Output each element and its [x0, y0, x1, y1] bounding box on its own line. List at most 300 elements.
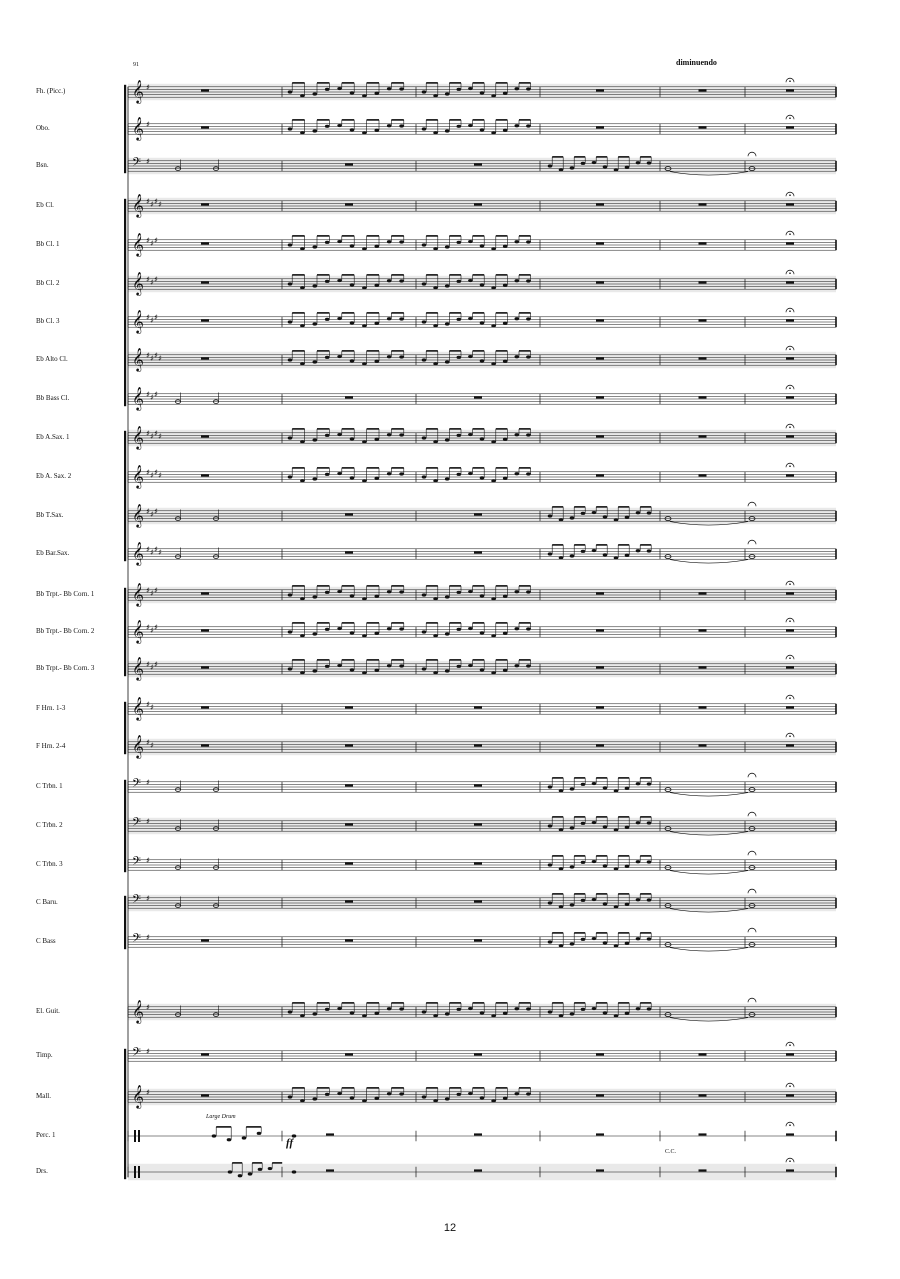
note-icon [313, 322, 318, 325]
note-icon [559, 905, 564, 908]
note-icon [362, 597, 367, 600]
instrument-label: Eb A. Sax. 2 [36, 472, 72, 480]
staff-18 [128, 733, 836, 759]
note-icon [362, 324, 367, 327]
note-icon [422, 1010, 427, 1013]
note-icon [515, 590, 520, 593]
note-icon [581, 861, 586, 864]
whole-rest-icon [474, 744, 482, 746]
note-icon [325, 241, 330, 244]
sharp-icon: ♯ [154, 275, 158, 284]
whole-rest-icon [786, 357, 794, 359]
note-icon [636, 549, 641, 552]
whole-rest-icon [474, 900, 482, 902]
whole-rest-icon [201, 89, 209, 91]
note-icon [227, 1138, 232, 1141]
note-icon [636, 860, 641, 863]
note-icon [526, 433, 531, 436]
staff-28 [128, 1158, 836, 1180]
note-icon [350, 668, 355, 671]
fermata-icon [748, 928, 756, 932]
whole-rest-icon [786, 592, 794, 594]
note-icon [457, 1008, 462, 1011]
note-icon [548, 785, 553, 788]
whole-rest-icon [699, 319, 707, 321]
note-icon [337, 124, 342, 127]
note-icon [313, 595, 318, 598]
whole-rest-icon [474, 513, 482, 515]
note-icon [337, 355, 342, 358]
note-icon [422, 320, 427, 323]
note-icon [526, 317, 531, 320]
note-icon [457, 665, 462, 668]
note-icon [503, 1012, 508, 1015]
note-icon [375, 129, 380, 132]
note-icon [433, 324, 438, 327]
sharp-icon: ♯ [150, 316, 154, 325]
note-icon [491, 597, 496, 600]
note-icon [375, 284, 380, 287]
whole-rest-icon [201, 474, 209, 476]
whole-rest-icon [699, 706, 707, 708]
note-icon [288, 667, 293, 670]
note-icon [592, 937, 597, 940]
note-icon [433, 440, 438, 443]
note-icon [399, 317, 404, 320]
note-icon [457, 125, 462, 128]
note-icon [375, 1097, 380, 1100]
note-icon [288, 90, 293, 93]
whole-rest-icon [474, 1053, 482, 1055]
whole-rest-icon [786, 281, 794, 283]
note-icon [468, 1092, 473, 1095]
instrument-label: C Baru. [36, 898, 58, 906]
note-icon [288, 436, 293, 439]
fermata-icon [748, 502, 756, 506]
note-icon [603, 786, 608, 789]
clef-icon: 𝄢 [132, 855, 142, 871]
note-icon [399, 355, 404, 358]
whole-rest-icon [345, 163, 353, 165]
note-icon [491, 286, 496, 289]
staff-2 [128, 115, 836, 141]
sharp-icon: ♯ [146, 545, 150, 554]
note-icon [248, 1172, 253, 1175]
instrument-label: Bb Cl. 1 [36, 240, 60, 248]
note-icon [468, 355, 473, 358]
note-icon [491, 362, 496, 365]
staff-27 [128, 1122, 836, 1142]
note-icon [422, 630, 427, 633]
note-icon [548, 1010, 553, 1013]
staff-14 [128, 581, 836, 607]
whole-rest-icon [699, 1094, 707, 1096]
sharp-icon: ♯ [146, 1047, 150, 1056]
note-icon [603, 515, 608, 518]
sharp-icon: ♯ [154, 507, 158, 516]
note-icon [647, 511, 652, 514]
note-icon [375, 322, 380, 325]
note-icon [503, 595, 508, 598]
staff-3 [128, 152, 836, 175]
instrument-label: Bb Trpt.- Bb Corn. 1 [36, 590, 95, 598]
whole-rest-icon [699, 357, 707, 359]
note-icon [603, 825, 608, 828]
whole-rest-icon [699, 126, 707, 128]
note-icon [325, 280, 330, 283]
whole-rest-icon [201, 435, 209, 437]
note-icon [515, 317, 520, 320]
clef-icon: 𝄞 [132, 656, 144, 680]
clef-icon: 𝄞 [132, 999, 144, 1023]
note-icon [491, 479, 496, 482]
note-icon [581, 550, 586, 553]
note-icon [350, 91, 355, 94]
instrument-label: Eb Alto Cl. [36, 355, 68, 363]
note-icon [362, 1099, 367, 1102]
note-icon [468, 433, 473, 436]
sharp-icon: ♯ [154, 468, 158, 477]
note-icon [288, 358, 293, 361]
note-icon [468, 279, 473, 282]
clef-icon: 𝄢 [132, 156, 142, 172]
whole-rest-icon [786, 706, 794, 708]
note-icon [570, 942, 575, 945]
note-icon [300, 671, 305, 674]
note-icon [647, 161, 652, 164]
whole-rest-icon [699, 396, 707, 398]
whole-rest-icon [474, 862, 482, 864]
note-icon [636, 898, 641, 901]
whole-rest-icon [596, 629, 604, 631]
whole-rest-icon [326, 1133, 334, 1135]
note-icon [337, 279, 342, 282]
sharp-icon: ♯ [150, 510, 154, 519]
note-icon [526, 355, 531, 358]
note-icon [526, 279, 531, 282]
note-icon [526, 240, 531, 243]
sharp-icon: ♯ [146, 738, 150, 747]
note-icon [515, 87, 520, 90]
staff-12 [128, 502, 836, 528]
note-icon [313, 1097, 318, 1100]
sharp-icon: ♯ [158, 548, 162, 557]
note-icon [526, 124, 531, 127]
note-icon [592, 821, 597, 824]
whole-rest-icon [786, 1133, 794, 1135]
whole-rest-icon [786, 1053, 794, 1055]
note-icon [350, 631, 355, 634]
whole-rest-icon [201, 706, 209, 708]
note-icon [399, 590, 404, 593]
note-icon [592, 1007, 597, 1010]
clef-icon: 𝄢 [132, 932, 142, 948]
fermata-icon [748, 812, 756, 816]
whole-rest-icon [201, 939, 209, 941]
note-icon [325, 125, 330, 128]
sharp-icon: ♯ [150, 432, 154, 441]
note-icon [422, 593, 427, 596]
note-icon [636, 782, 641, 785]
note-icon [362, 286, 367, 289]
whole-rest-icon [474, 823, 482, 825]
sharp-icon: ♯ [146, 157, 150, 166]
note-icon [300, 362, 305, 365]
whole-rest-icon [474, 784, 482, 786]
note-icon [445, 1012, 450, 1015]
note-icon [603, 553, 608, 556]
note-icon [480, 244, 485, 247]
whole-rest-icon [786, 242, 794, 244]
staff-7 [128, 308, 836, 334]
note-icon [503, 245, 508, 248]
note-icon [313, 438, 318, 441]
note-icon [375, 477, 380, 480]
clef-icon: 𝄞 [132, 503, 144, 527]
whole-rest-icon [699, 89, 707, 91]
note-icon [581, 822, 586, 825]
note-icon [614, 518, 619, 521]
note-icon [375, 92, 380, 95]
instrument-label: Fh. (Picc.) [36, 87, 66, 95]
note-icon [313, 92, 318, 95]
note-icon [300, 94, 305, 97]
sharp-icon: ♯ [150, 741, 154, 750]
note-icon [399, 433, 404, 436]
whole-rest-icon [596, 1133, 604, 1135]
note-icon [548, 863, 553, 866]
clef-icon: 𝄢 [132, 1046, 142, 1062]
note-icon [362, 479, 367, 482]
staff-26 [128, 1083, 836, 1109]
note-icon [288, 475, 293, 478]
note-icon [457, 1093, 462, 1096]
staff-11 [128, 463, 836, 489]
note-icon [647, 1007, 652, 1010]
note-icon [480, 283, 485, 286]
note-icon [515, 124, 520, 127]
note-icon [457, 356, 462, 359]
note-icon [614, 944, 619, 947]
note-icon [399, 664, 404, 667]
clef-icon: 𝄞 [132, 582, 144, 606]
note-icon [503, 92, 508, 95]
sharp-icon: ♯ [150, 278, 154, 287]
note-icon [375, 669, 380, 672]
whole-rest-icon [786, 744, 794, 746]
note-icon [433, 286, 438, 289]
whole-rest-icon [474, 551, 482, 553]
note-icon [647, 821, 652, 824]
staff-6 [128, 270, 836, 296]
note-icon [362, 1014, 367, 1017]
instrument-label: Timp. [36, 1051, 53, 1059]
note-icon [238, 1174, 243, 1177]
whole-rest-icon [596, 744, 604, 746]
whole-rest-icon [474, 163, 482, 165]
whole-rest-icon [596, 474, 604, 476]
note-icon [625, 166, 630, 169]
note-icon [325, 1008, 330, 1011]
note-icon [387, 1007, 392, 1010]
fermata-icon [748, 773, 756, 777]
note-icon [387, 590, 392, 593]
sharp-icon: ♯ [146, 933, 150, 942]
note-icon [337, 87, 342, 90]
large-drum-text: Large Drum [206, 1114, 236, 1120]
sharp-icon: ♯ [154, 545, 158, 554]
tie [670, 793, 748, 797]
sharp-icon: ♯ [150, 703, 154, 712]
note-icon [480, 321, 485, 324]
note-icon [480, 594, 485, 597]
whole-rest-icon [786, 89, 794, 91]
note-icon [350, 476, 355, 479]
whole-rest-icon [596, 396, 604, 398]
sharp-icon: ♯ [150, 626, 154, 635]
instrument-label: Bb Trpt.- Bb Corn. 3 [36, 664, 95, 672]
whole-rest-icon [699, 592, 707, 594]
sharp-icon: ♯ [150, 239, 154, 248]
note-icon [468, 87, 473, 90]
note-icon [300, 324, 305, 327]
note-icon [300, 1014, 305, 1017]
note-icon [503, 477, 508, 480]
note-icon [399, 1007, 404, 1010]
note-icon [350, 594, 355, 597]
note-icon [592, 860, 597, 863]
whole-rest-icon [786, 629, 794, 631]
note-icon [503, 322, 508, 325]
instrument-label: Mall. [36, 1092, 51, 1100]
group-bracket [124, 85, 126, 173]
note-icon [433, 362, 438, 365]
staff-17 [128, 695, 836, 721]
note-icon [445, 284, 450, 287]
sharp-icon: ♯ [154, 197, 158, 206]
whole-rest-icon [596, 706, 604, 708]
note-icon [399, 627, 404, 630]
note-icon [603, 864, 608, 867]
sharp-icon: ♯ [158, 200, 162, 209]
note-icon [433, 247, 438, 250]
note-icon [387, 279, 392, 282]
sharp-icon: ♯ [146, 351, 150, 360]
note-icon [503, 1097, 508, 1100]
note-icon [625, 554, 630, 557]
group-bracket [124, 780, 126, 872]
instrument-label: El. Guit. [36, 1007, 60, 1015]
note-icon [422, 90, 427, 93]
whole-rest-icon [596, 203, 604, 205]
note-icon [375, 438, 380, 441]
note-icon [313, 360, 318, 363]
note-icon [387, 240, 392, 243]
sharp-icon: ♯ [146, 275, 150, 284]
note-icon [526, 1007, 531, 1010]
sharp-icon: ♯ [146, 429, 150, 438]
note-icon [292, 1170, 297, 1173]
note-icon [387, 433, 392, 436]
note-icon [300, 131, 305, 134]
instrument-label: C Bass [36, 937, 56, 945]
note-icon [491, 94, 496, 97]
note-icon [325, 628, 330, 631]
clef-icon: 𝄢 [132, 777, 142, 793]
whole-rest-icon [201, 744, 209, 746]
fermata-icon [748, 152, 756, 156]
clef-icon: 𝄞 [132, 425, 144, 449]
fermata-icon [748, 540, 756, 544]
note-icon [636, 161, 641, 164]
note-icon [503, 284, 508, 287]
note-icon [468, 124, 473, 127]
sharp-icon: ♯ [150, 200, 154, 209]
note-icon [491, 440, 496, 443]
sharp-icon: ♯ [154, 429, 158, 438]
note-icon [625, 942, 630, 945]
note-icon [581, 938, 586, 941]
note-icon [636, 511, 641, 514]
note-icon [362, 247, 367, 250]
note-icon [362, 671, 367, 674]
note-icon [445, 322, 450, 325]
note-icon [433, 671, 438, 674]
whole-rest-icon [699, 1169, 707, 1171]
whole-rest-icon [201, 357, 209, 359]
note-icon [313, 129, 318, 132]
whole-rest-icon [786, 319, 794, 321]
note-icon [422, 436, 427, 439]
whole-rest-icon [596, 1169, 604, 1171]
whole-rest-icon [474, 939, 482, 941]
note-icon [592, 782, 597, 785]
whole-rest-icon [786, 1169, 794, 1171]
note-icon [325, 591, 330, 594]
note-icon [515, 240, 520, 243]
instrument-label: Drs. [36, 1167, 48, 1175]
clef-icon: 𝄞 [132, 541, 144, 565]
clef-icon: 𝄞 [132, 79, 144, 103]
note-icon [433, 94, 438, 97]
note-icon [480, 437, 485, 440]
note-icon [399, 279, 404, 282]
note-icon [399, 87, 404, 90]
note-icon [515, 433, 520, 436]
note-icon [422, 358, 427, 361]
note-icon [603, 902, 608, 905]
note-icon [313, 284, 318, 287]
sharp-icon: ♯ [150, 471, 154, 480]
note-icon [614, 789, 619, 792]
instrument-label: Bb T.Sax. [36, 511, 64, 519]
clef-icon: 𝄞 [132, 386, 144, 410]
note-icon [614, 867, 619, 870]
note-icon [300, 479, 305, 482]
fermata-icon [748, 851, 756, 855]
note-icon [387, 355, 392, 358]
note-icon [375, 360, 380, 363]
sharp-icon: ♯ [154, 236, 158, 245]
note-icon [445, 438, 450, 441]
whole-rest-icon [345, 744, 353, 746]
sharp-icon: ♯ [146, 120, 150, 129]
note-icon [387, 87, 392, 90]
instrument-label: Eb A.Sax. 1 [36, 433, 70, 441]
group-bracket [124, 199, 126, 406]
note-icon [422, 667, 427, 670]
sharp-icon: ♯ [146, 778, 150, 787]
